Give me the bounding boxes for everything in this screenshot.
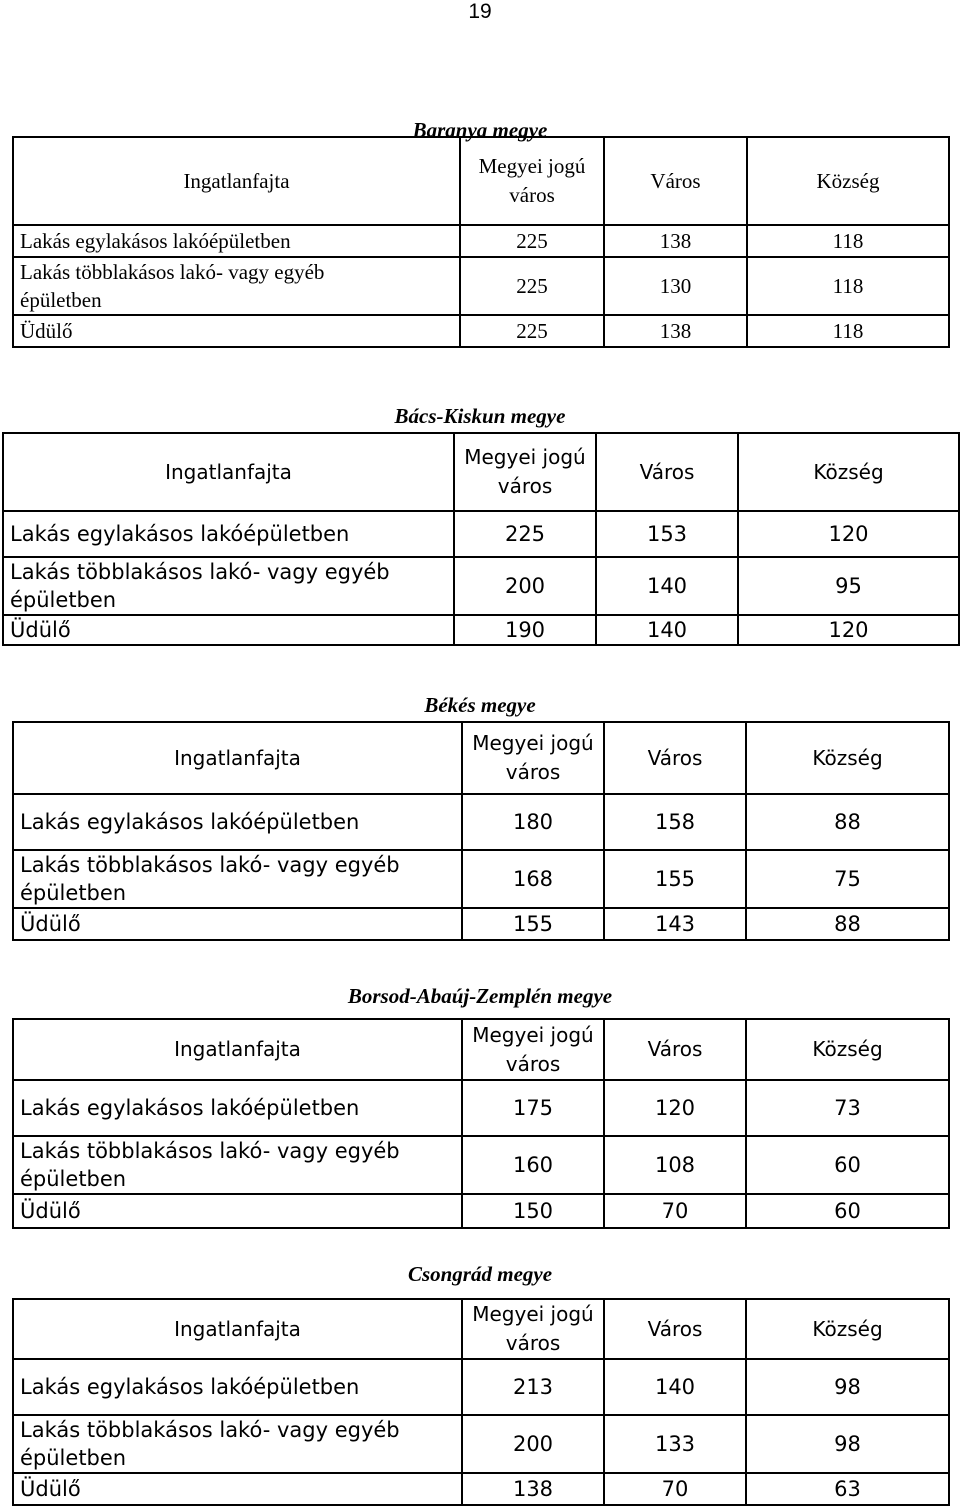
header-city: Város — [596, 433, 738, 511]
header-county-city: Megyei jogú város — [462, 1019, 604, 1080]
village-value: 60 — [746, 1136, 949, 1194]
property-type-cell: Üdülő — [13, 908, 462, 940]
header-village: Község — [747, 137, 949, 225]
village-value: 98 — [746, 1415, 949, 1473]
county-city-value: 160 — [462, 1136, 604, 1194]
city-value: 138 — [604, 225, 747, 257]
county-city-value: 150 — [462, 1194, 604, 1228]
header-county-city: Megyei jogú város — [462, 1299, 604, 1359]
county-section-5 — [12, 1262, 948, 1506]
table-row — [13, 1194, 949, 1228]
header-city: Város — [604, 1019, 746, 1080]
table-row — [13, 1080, 949, 1136]
county-city-value: 168 — [462, 850, 604, 908]
county-city-value: 213 — [462, 1359, 604, 1415]
property-type-cell: Lakás többlakásos lakó- vagy egyéb épületben — [13, 1415, 462, 1473]
header-county-city: Megyei jogú város — [462, 722, 604, 794]
table-row — [3, 557, 959, 615]
table-row — [3, 615, 959, 645]
header-property-type: Ingatlanfajta — [13, 1019, 462, 1080]
county-city-value: 200 — [454, 557, 596, 615]
section-title: Baranya megye — [412, 118, 548, 142]
city-value: 120 — [604, 1080, 746, 1136]
price-table — [12, 1298, 950, 1506]
table-row — [13, 257, 949, 315]
price-table — [2, 432, 960, 646]
table-header-row — [13, 1019, 949, 1080]
county-city-value: 200 — [462, 1415, 604, 1473]
county-city-value: 225 — [460, 225, 604, 257]
city-value: 108 — [604, 1136, 746, 1194]
village-value: 118 — [747, 257, 949, 315]
village-value: 88 — [746, 908, 949, 940]
section-title: Csongrád megye — [407, 1262, 553, 1286]
section-title: Borsod-Abaúj-Zemplén megye — [347, 984, 613, 1008]
county-city-value: 225 — [454, 511, 596, 557]
property-type-cell: Lakás egylakásos lakóépületben — [13, 794, 462, 850]
county-city-value: 155 — [462, 908, 604, 940]
header-county-city: Megyei jogú város — [454, 433, 596, 511]
property-type-cell: Lakás egylakásos lakóépületben — [3, 511, 454, 557]
table-row — [13, 315, 949, 347]
header-property-type: Ingatlanfajta — [3, 433, 454, 511]
header-city: Város — [604, 137, 747, 225]
table-row — [13, 225, 949, 257]
county-section-1 — [12, 118, 948, 348]
village-value: 118 — [747, 315, 949, 347]
property-type-cell: Lakás többlakásos lakó- vagy egyéb épületben — [3, 557, 454, 615]
village-value: 60 — [746, 1194, 949, 1228]
village-value: 88 — [746, 794, 949, 850]
property-type-cell: Lakás egylakásos lakóépületben — [13, 225, 460, 257]
table-header-row — [3, 433, 959, 511]
city-value: 153 — [596, 511, 738, 557]
table-row — [13, 1473, 949, 1505]
city-value: 130 — [604, 257, 747, 315]
table-row — [13, 908, 949, 940]
city-value: 155 — [604, 850, 746, 908]
page-number: 19 — [468, 0, 492, 23]
table-row — [3, 511, 959, 557]
property-type-cell: Üdülő — [13, 315, 460, 347]
header-village: Község — [746, 722, 949, 794]
county-city-value: 180 — [462, 794, 604, 850]
section-title: Békés megye — [424, 693, 536, 717]
property-type-cell: Üdülő — [3, 615, 454, 645]
county-city-value: 225 — [460, 257, 604, 315]
city-value: 140 — [604, 1359, 746, 1415]
price-table — [12, 136, 950, 348]
table-row — [13, 1415, 949, 1473]
city-value: 143 — [604, 908, 746, 940]
village-value: 63 — [746, 1473, 949, 1505]
header-property-type: Ingatlanfajta — [13, 722, 462, 794]
price-table — [12, 1018, 950, 1229]
village-value: 98 — [746, 1359, 949, 1415]
county-city-value: 225 — [460, 315, 604, 347]
property-type-cell: Lakás többlakásos lakó- vagy egyéb épületben — [13, 850, 462, 908]
city-value: 140 — [596, 557, 738, 615]
city-value: 70 — [604, 1473, 746, 1505]
property-type-cell: Lakás többlakásos lakó- vagy egyéb épületben — [13, 257, 460, 315]
county-section-4 — [12, 984, 948, 1229]
table-header-row — [13, 137, 949, 225]
county-city-value: 190 — [454, 615, 596, 645]
table-header-row — [13, 722, 949, 794]
property-type-cell: Üdülő — [13, 1194, 462, 1228]
header-city: Város — [604, 722, 746, 794]
city-value: 70 — [604, 1194, 746, 1228]
county-section-2 — [2, 404, 958, 646]
header-property-type: Ingatlanfajta — [13, 1299, 462, 1359]
header-village: Község — [746, 1299, 949, 1359]
village-value: 73 — [746, 1080, 949, 1136]
table-row — [13, 1136, 949, 1194]
header-county-city: Megyei jogú város — [460, 137, 604, 225]
section-title: Bács-Kiskun megye — [394, 404, 566, 428]
county-city-value: 175 — [462, 1080, 604, 1136]
property-type-cell: Lakás egylakásos lakóépületben — [13, 1080, 462, 1136]
price-table — [12, 721, 950, 941]
table-row — [13, 1359, 949, 1415]
property-type-cell: Lakás többlakásos lakó- vagy egyéb épületben — [13, 1136, 462, 1194]
village-value: 120 — [738, 615, 959, 645]
city-value: 133 — [604, 1415, 746, 1473]
county-section-3 — [12, 693, 948, 941]
header-city: Város — [604, 1299, 746, 1359]
table-header-row — [13, 1299, 949, 1359]
table-row — [13, 850, 949, 908]
county-city-value: 138 — [462, 1473, 604, 1505]
header-property-type: Ingatlanfajta — [13, 137, 460, 225]
header-village: Község — [746, 1019, 949, 1080]
property-type-cell: Lakás egylakásos lakóépületben — [13, 1359, 462, 1415]
header-village: Község — [738, 433, 959, 511]
village-value: 118 — [747, 225, 949, 257]
city-value: 140 — [596, 615, 738, 645]
village-value: 95 — [738, 557, 959, 615]
property-type-cell: Üdülő — [13, 1473, 462, 1505]
table-row — [13, 794, 949, 850]
city-value: 138 — [604, 315, 747, 347]
city-value: 158 — [604, 794, 746, 850]
village-value: 120 — [738, 511, 959, 557]
village-value: 75 — [746, 850, 949, 908]
